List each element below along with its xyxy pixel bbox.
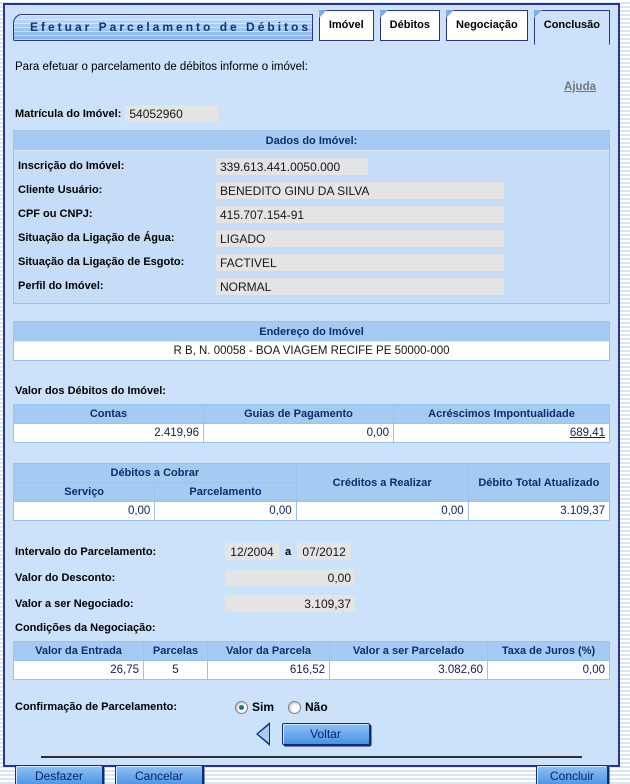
valor-debitos-label: Valor dos Débitos do Imóvel:: [15, 385, 166, 397]
separator-line: [41, 756, 582, 758]
desconto-label: Valor do Desconto:: [15, 571, 116, 584]
col-valor-parcela: Valor da Parcela: [208, 642, 330, 661]
radio-option-nao[interactable]: [288, 700, 328, 714]
col-creditos-realizar: Créditos a Realizar: [296, 464, 468, 502]
col-parcelamento: Parcelamento: [155, 483, 296, 502]
radio-nao-label: Não: [305, 700, 328, 714]
situacao-agua-field: LIGADO: [216, 230, 504, 247]
parcelamento-value: 0,00: [155, 502, 296, 521]
intervalo-separator: a: [285, 545, 292, 558]
perfil-label: Perfil do Imóvel:: [18, 280, 104, 292]
situacao-esgoto-field: FACTIVEL: [216, 254, 504, 271]
intervalo-from-field: 12/2004: [225, 543, 279, 560]
col-contas: Contas: [14, 405, 204, 424]
col-valor-entrada: Valor da Entrada: [14, 642, 144, 661]
tab-bar: [319, 10, 610, 45]
table-row: [14, 424, 610, 443]
cpf-cnpj-field: 415.707.154-91: [216, 206, 504, 223]
dados-row: [18, 250, 605, 274]
endereco-box: [13, 321, 610, 361]
tab-debitos[interactable]: Débitos: [380, 10, 440, 41]
taxa-juros-value: 0,00: [488, 661, 610, 680]
cliente-field: BENEDITO GINU DA SILVA: [216, 182, 504, 199]
col-guias: Guias de Pagamento: [204, 405, 394, 424]
confirmacao-label: Confirmação de Parcelamento:: [15, 701, 177, 713]
situacao-agua-label: Situação da Ligação de Água:: [18, 232, 175, 244]
dados-row: [18, 178, 605, 202]
page-title: Efetuar Parcelamento de Débitos: [13, 14, 313, 41]
voltar-button[interactable]: Voltar: [282, 723, 370, 745]
matricula-row: [15, 105, 608, 122]
negociado-label: Valor a ser Negociado:: [15, 597, 134, 610]
inscricao-label: Inscrição do Imóvel:: [18, 160, 125, 172]
condicoes-table: [13, 641, 610, 680]
dados-imovel-title: Dados do Imóvel:: [14, 131, 609, 151]
negociado-row: [13, 595, 610, 612]
help-row: [13, 77, 596, 95]
debito-total-value: 3.109,37: [468, 502, 609, 521]
radio-option-sim[interactable]: [235, 700, 274, 714]
negociado-field: 3.109,37: [225, 595, 355, 612]
table-row: [14, 661, 610, 680]
endereco-title: Endereço do Imóvel: [14, 322, 609, 342]
valor-parcela-value: 616,52: [208, 661, 330, 680]
table-header-row: [14, 464, 610, 483]
contas-value: 2.419,96: [14, 424, 204, 443]
valor-parcelado-value: 3.082,60: [330, 661, 488, 680]
main-panel: [3, 3, 620, 783]
cancelar-button[interactable]: Cancelar: [115, 765, 203, 784]
dados-row: [18, 154, 605, 178]
condicoes-label: Condições da Negociação:: [15, 622, 156, 634]
back-arrow-icon[interactable]: [254, 722, 270, 746]
col-servico: Serviço: [14, 483, 155, 502]
col-debito-total: Débito Total Atualizado: [468, 464, 609, 502]
radio-sim-icon[interactable]: [235, 701, 248, 714]
cliente-label: Cliente Usuário:: [18, 184, 103, 196]
tab-negociacao[interactable]: Negociação: [446, 10, 528, 41]
acrescimos-cell: [394, 424, 610, 443]
voltar-row: [13, 722, 610, 746]
debitos-cobrar-table: [13, 463, 610, 521]
radio-nao-icon[interactable]: [288, 701, 301, 714]
confirmacao-row: [13, 700, 610, 714]
dados-row: [18, 226, 605, 250]
perfil-field: NORMAL: [216, 278, 504, 295]
col-parcelas: Parcelas: [144, 642, 208, 661]
table-header-row: [14, 642, 610, 661]
matricula-field: 54052960: [125, 105, 219, 122]
intervalo-row: [13, 543, 610, 560]
creditos-value: 0,00: [296, 502, 468, 521]
cpf-cnpj-label: CPF ou CNPJ:: [18, 208, 93, 220]
tab-conclusao[interactable]: Conclusão: [534, 10, 610, 45]
desfazer-button[interactable]: Desfazer: [15, 765, 103, 784]
dados-imovel-body: [14, 151, 609, 303]
dados-row: [18, 274, 605, 298]
col-acrescimos: Acréscimos Impontualidade: [394, 405, 610, 424]
valor-entrada-value: 26,75: [14, 661, 144, 680]
matricula-label: Matrícula do Imóvel:: [15, 107, 122, 120]
help-link[interactable]: Ajuda: [564, 81, 596, 93]
servico-value: 0,00: [14, 502, 155, 521]
col-taxa-juros: Taxa de Juros (%): [488, 642, 610, 661]
inscricao-field: 339.613.441.0050.000: [216, 158, 368, 175]
header: [13, 10, 610, 48]
valor-debitos-table: [13, 404, 610, 443]
guias-value: 0,00: [204, 424, 394, 443]
intro-text: Para efetuar o parcelamento de débitos informe o imóvel:: [15, 61, 308, 73]
tab-imovel[interactable]: Imóvel: [319, 10, 374, 41]
radio-sim-label: Sim: [252, 700, 275, 714]
intervalo-label: Intervalo do Parcelamento:: [15, 545, 157, 558]
col-valor-parcelado: Valor a ser Parcelado: [330, 642, 488, 661]
intervalo-to-field: 07/2012: [297, 543, 351, 560]
acrescimos-link[interactable]: 689,41: [569, 427, 605, 439]
desconto-field: 0,00: [225, 569, 355, 586]
table-header-row: [14, 405, 610, 424]
col-debitos-cobrar: Débitos a Cobrar: [14, 464, 297, 483]
confirmacao-radio-group: [235, 700, 328, 714]
parcelas-value: 5: [144, 661, 208, 680]
dados-row: [18, 202, 605, 226]
desconto-row: [13, 569, 610, 586]
bottom-button-row: [13, 765, 610, 784]
concluir-button[interactable]: Concluir: [536, 765, 608, 784]
situacao-esgoto-label: Situação da Ligação de Esgoto:: [18, 256, 185, 268]
dados-imovel-box: [13, 130, 610, 304]
table-row: [14, 502, 610, 521]
endereco-value: R B, N. 00058 - BOA VIAGEM RECIFE PE 50000-000: [14, 342, 609, 360]
